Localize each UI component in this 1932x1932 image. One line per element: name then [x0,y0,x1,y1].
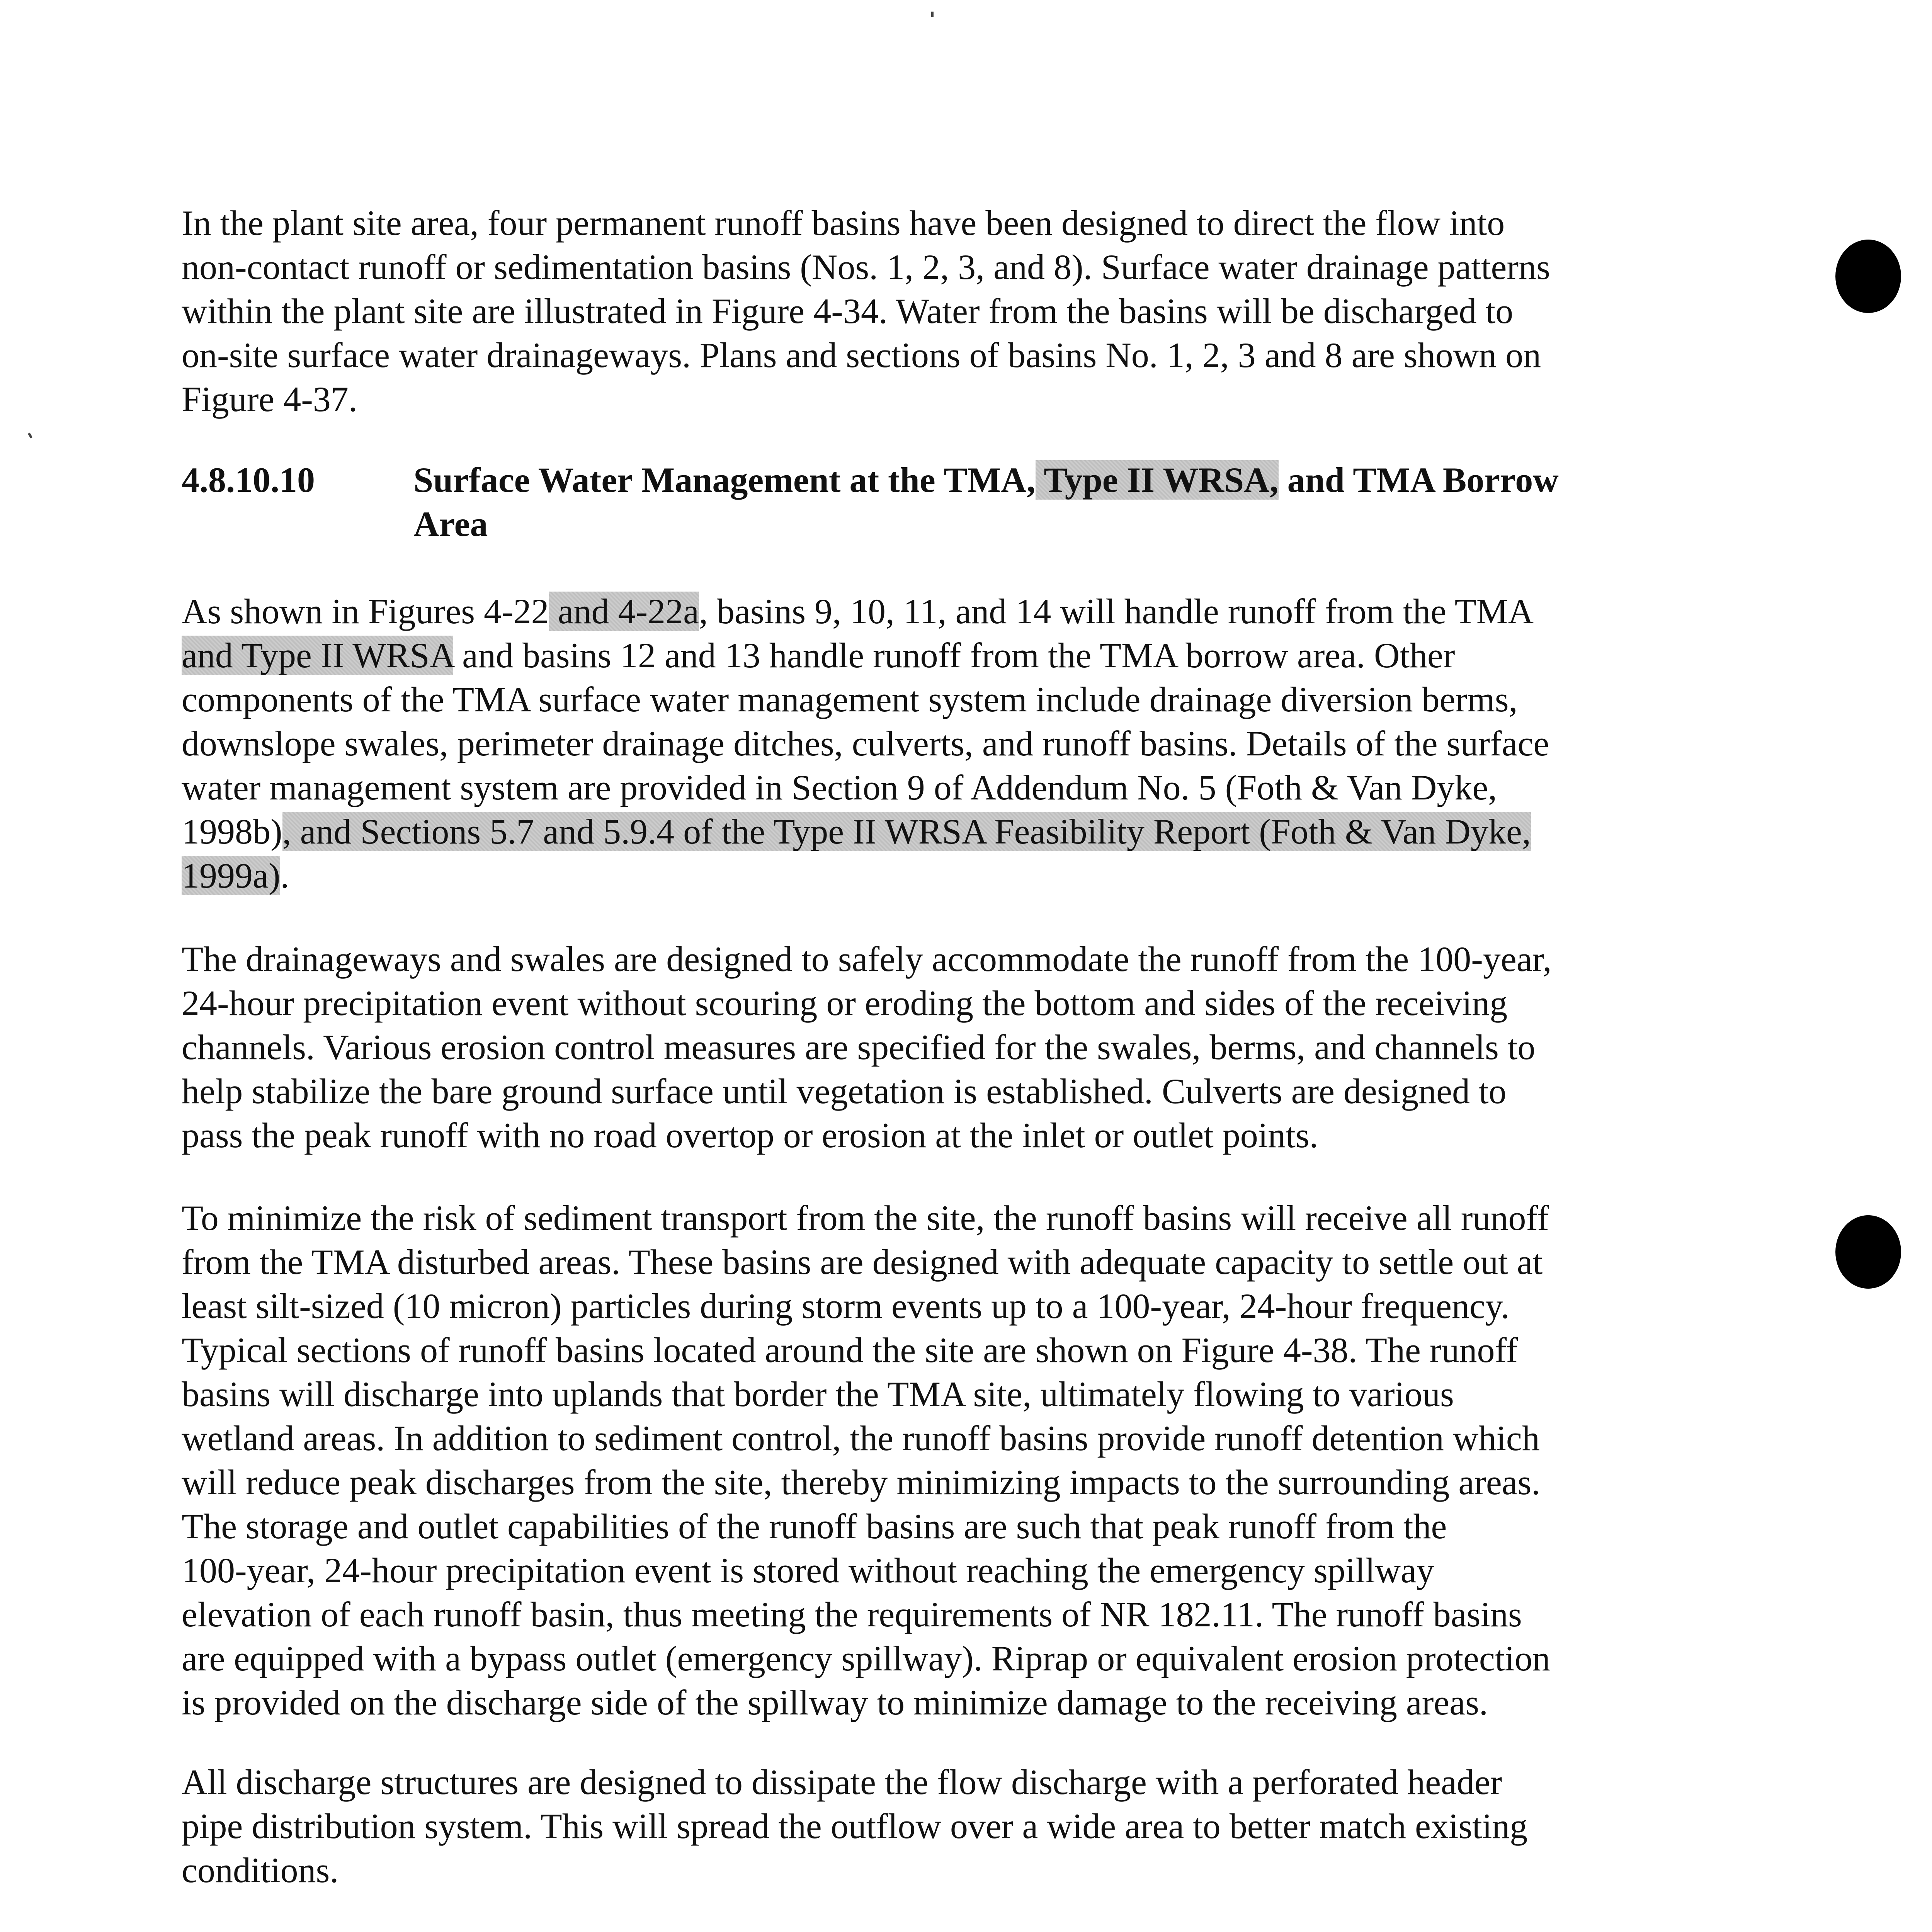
text-run: , basins 9, 10, 11, and 14 will handle runoff from the TMA [699,592,1534,631]
section-title [413,458,1882,546]
revision-marker-dot [1835,1215,1901,1289]
paragraph-plant-site-basins: In the plant site area, four permanent runoff basins have been designed to direct the flow into non-contact runoff or sedimentation basins (Nos. 1, 2, 3, and 8). Surface water drainage patterns within the plant site are illustrated in Figure 4-34. Water from the basins will be discharged to on-site surface water drainageways. Plans and sections of basins No. 1, 2, 3 and 8 are shown on Figure 4-37. [182,203,1550,419]
text-run: As shown in Figures 4-22 [182,592,549,631]
revision-highlight: and Type II WRSA [182,636,454,675]
revision-highlight: Type II WRSA, [1035,460,1279,500]
section-title-part2: and TMA Borrow Area [413,460,1559,544]
text-run: and basins 12 and 13 handle runoff from the TMA borrow area. Other components of the TMA surface water management system include drainage diversion berms, downslope swales, perimeter drainage ditches, culverts, and runoff basins. Details of the surface water management system are provided in Section 9 of Addendum No. 5 (Foth & Van Dyke, 1998b) [182,636,1549,851]
paragraph-drainageways: The drainageways and swales are designed to safely accommodate the runoff from the 100-year, 24-hour precipitation event without scouring or eroding the bottom and sides of the receiving channels. Various erosion control measures are specified for the swales, berms, and channels to help stabilize the bare ground surface until vegetation is established. Culverts are designed to pass the peak runoff with no road overtop or erosion at the inlet or outlet points. [182,939,1552,1155]
paragraph-sediment-control: To minimize the risk of sediment transport from the site, the runoff basins will receive all runoff from the TMA disturbed areas. These basins are designed with adequate capacity to settle out at least silt-sized (10 micron) particles during storm events up to a 100-year, 24-hour frequency. Typical sections of runoff basins located around the site are shown on Figure 4-38. The runoff basins will discharge into uplands that border the TMA site, ultimately flowing to various wetland areas. In addition to sediment control, the runoff basins provide runoff detention which will reduce peak discharges from the site, thereby minimizing impacts to the surrounding areas. The storage and outlet capabilities of the runoff basins are such that peak runoff from the 100-year, 24-hour precipitation event is stored without reaching the emergency spillway elevation of each runoff basin, thus meeting the requirements of NR 182.11. The runoff basins are equipped with a bypass outlet (emergency spillway). Riprap or equivalent erosion protection is provided on the discharge side of the spillway to minimize damage to the receiving areas. [182,1198,1550,1722]
scan-speck [931,12,934,17]
paragraph-discharge-structures: All discharge structures are designed to dissipate the flow discharge with a perforated header pipe distribution system. This will spread the outflow over a wide area to better match existing conditions. [182,1762,1528,1890]
text-run: . [280,856,289,895]
revision-marker-dot [1835,240,1901,313]
revision-highlight: , and Sections 5.7 and 5.9.4 of the Type II WRSA Feasibility Report (Foth & Van Dyke, 1999a) [182,812,1531,895]
revision-highlight: and 4-22a [549,592,699,631]
section-number: 4.8.10.10 [182,460,315,500]
paragraph-tma-basins [182,589,1689,898]
section-title-part1: Surface Water Management at the TMA, [413,460,1036,500]
scan-speck [28,432,32,438]
